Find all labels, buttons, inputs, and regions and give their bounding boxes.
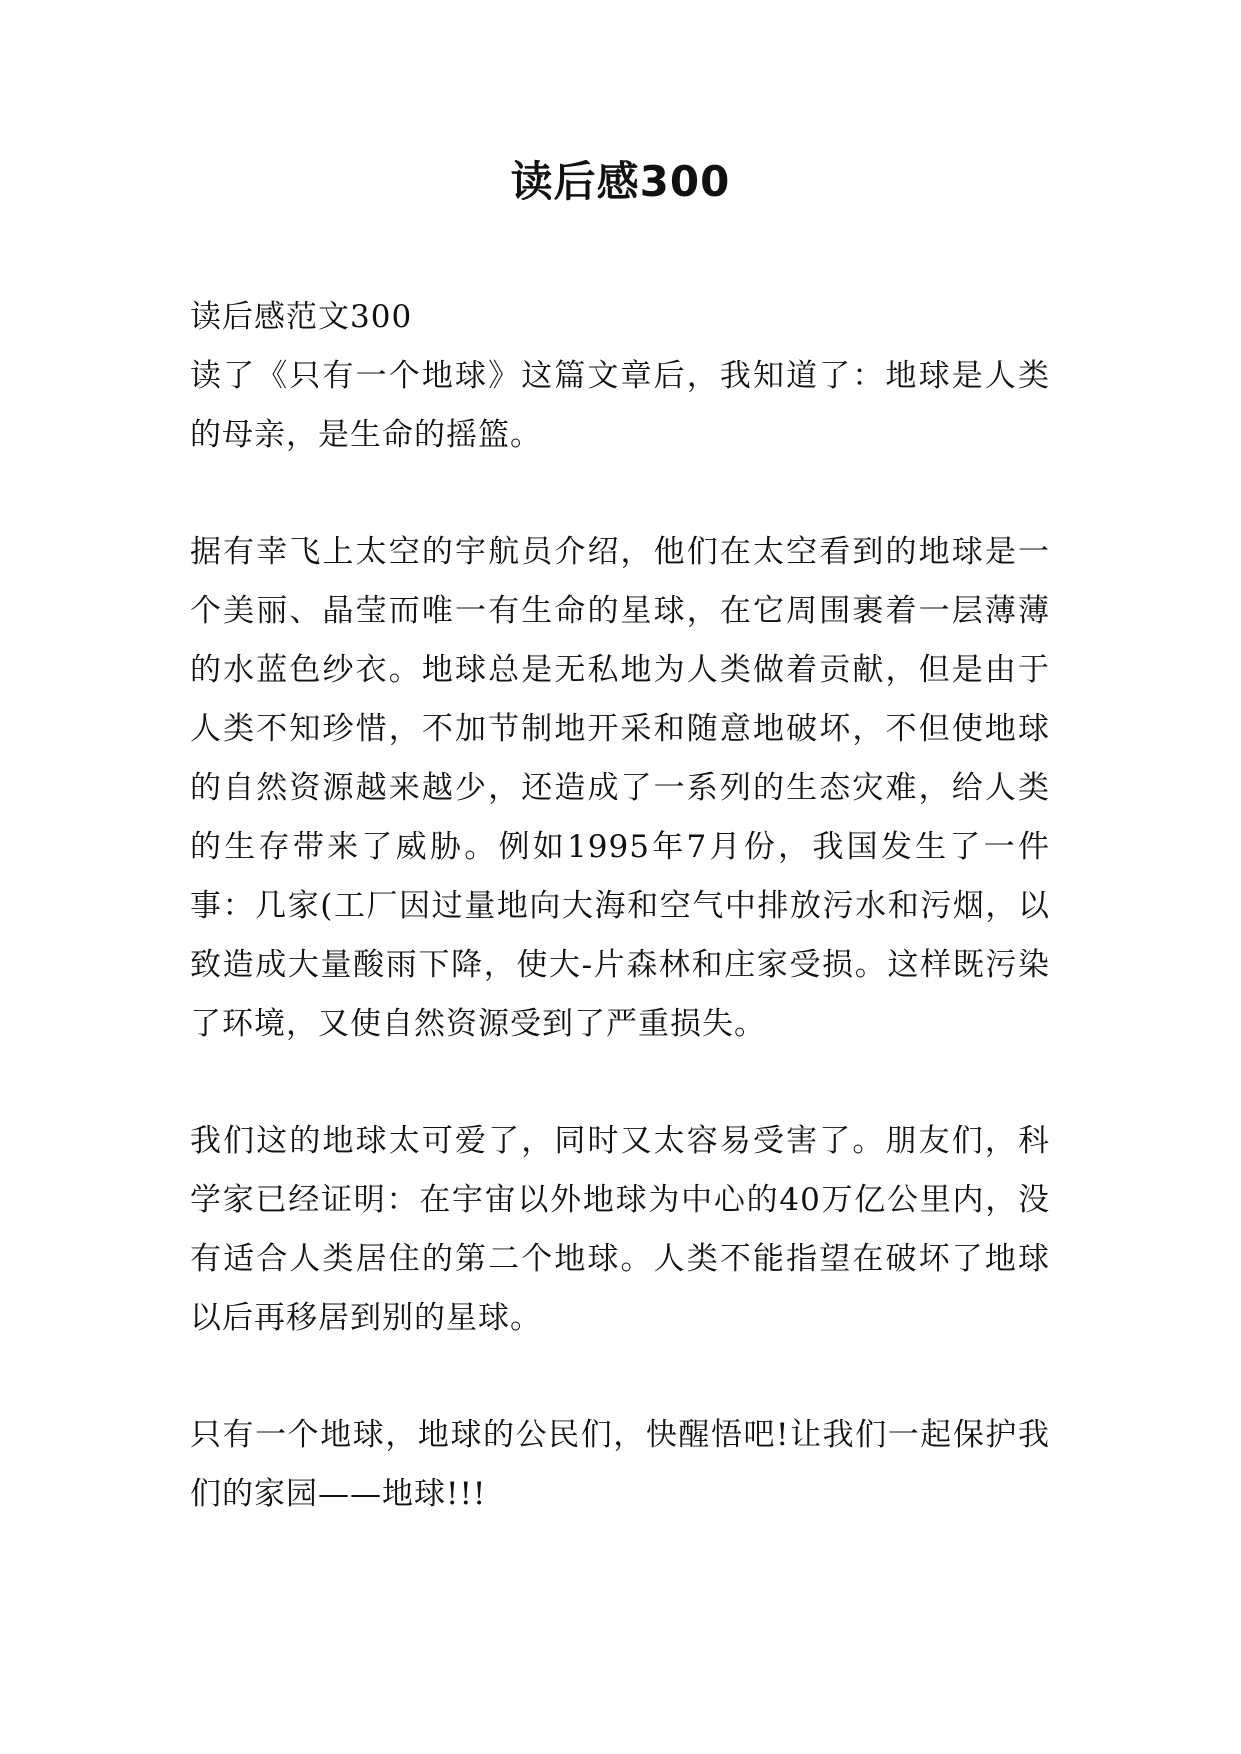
paragraph-2: 据有幸飞上太空的宇航员介绍，他们在太空看到的地球是一个美丽、晶莹而唯一有生命的星球，在它周围裹着一层薄薄的水蓝色纱衣。地球总是无私地为人类做着贡献，但是由于人类不知珍惜，不加节制地开采和随意地破坏，不但使地球的自然资源越来越少，还造成了一系列的生态灾难，给人类的生存带来了威胁。例如1995年7月份，我国发生了一件事：几家(工厂因过量地向大海和空气中排放污水和污烟，以致造成大量酸雨下降，使大-片森林和庄家受损。这样既污染了环境，又使自然资源受到了严重损失。 <box>190 534 1050 1042</box>
paragraph-1: 读了《只有一个地球》这篇文章后，我知道了：地球是人类的母亲，是生命的摇篮。 <box>190 358 1050 453</box>
document-title: 读后感300 <box>510 157 731 206</box>
document-subtitle: 读后感范文300 <box>190 299 413 335</box>
paragraph-3: 我们这的地球太可爱了，同时又太容易受害了。朋友们，科学家已经证明：在宇宙以外地球为中心的40万亿公里内，没有适合人类居住的第二个地球。人类不能指望在破坏了地球以后再移居到别的星球。 <box>190 1123 1050 1336</box>
document-body <box>190 288 1050 1524</box>
paragraph-4: 只有一个地球，地球的公民们，快醒悟吧!让我们一起保护我们的家园——地球!!! <box>190 1417 1050 1512</box>
